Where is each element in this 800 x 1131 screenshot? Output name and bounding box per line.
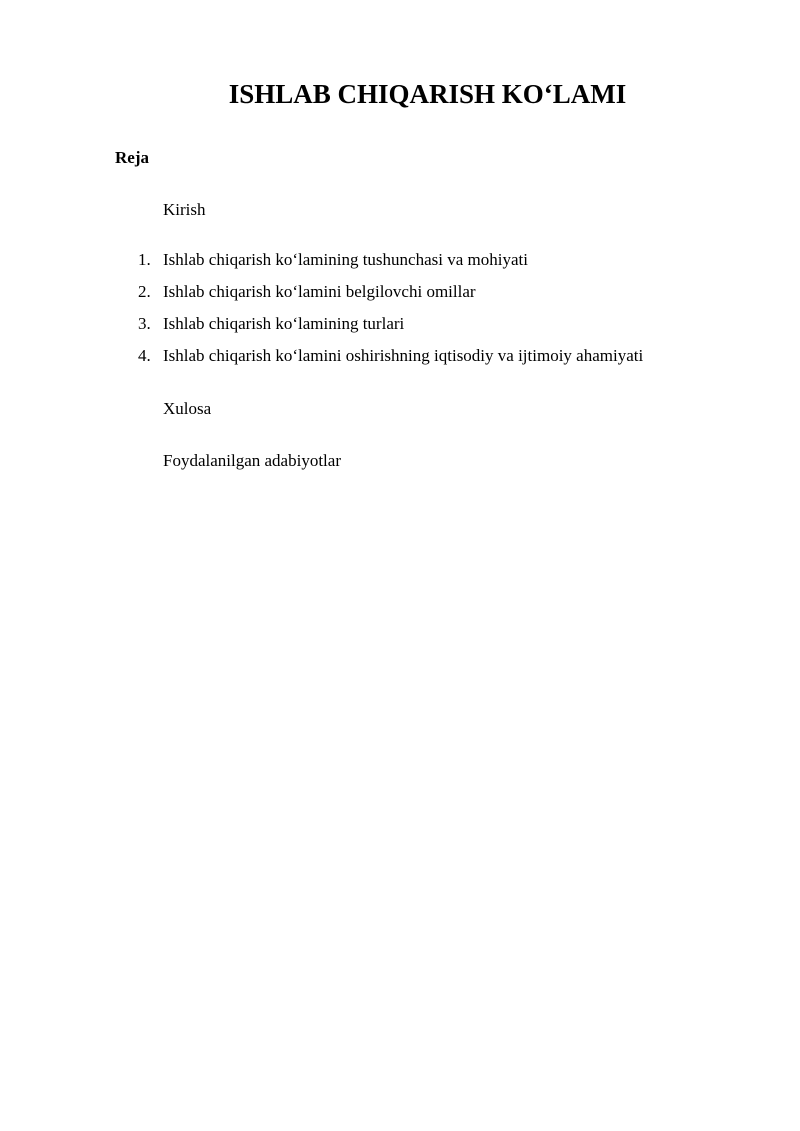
- intro-line: Kirish: [163, 200, 206, 219]
- plan-item-text: Ishlab chiqarish ko‘lamini belgilovchi omillar: [163, 282, 476, 301]
- plan-item-number: 1.: [138, 250, 151, 269]
- plan-item-number: 4.: [138, 346, 151, 365]
- plan-heading: Reja: [115, 148, 149, 167]
- conclusion-line: Xulosa: [163, 399, 212, 418]
- document-title: ISHLAB CHIQARISH KO‘LAMI: [228, 79, 627, 109]
- plan-item-text: Ishlab chiqarish ko‘lamining tushunchasi va mohiyati: [163, 250, 528, 269]
- plan-item-text: Ishlab chiqarish ko‘lamining turlari: [163, 314, 405, 333]
- references-line: Foydalanilgan adabiyotlar: [163, 451, 341, 470]
- plan-item-text: Ishlab chiqarish ko‘lamini oshirishning iqtisodiy va ijtimoiy ahamiyati: [163, 346, 644, 365]
- plan-item-number: 3.: [138, 314, 151, 333]
- plan-item-number: 2.: [138, 282, 151, 301]
